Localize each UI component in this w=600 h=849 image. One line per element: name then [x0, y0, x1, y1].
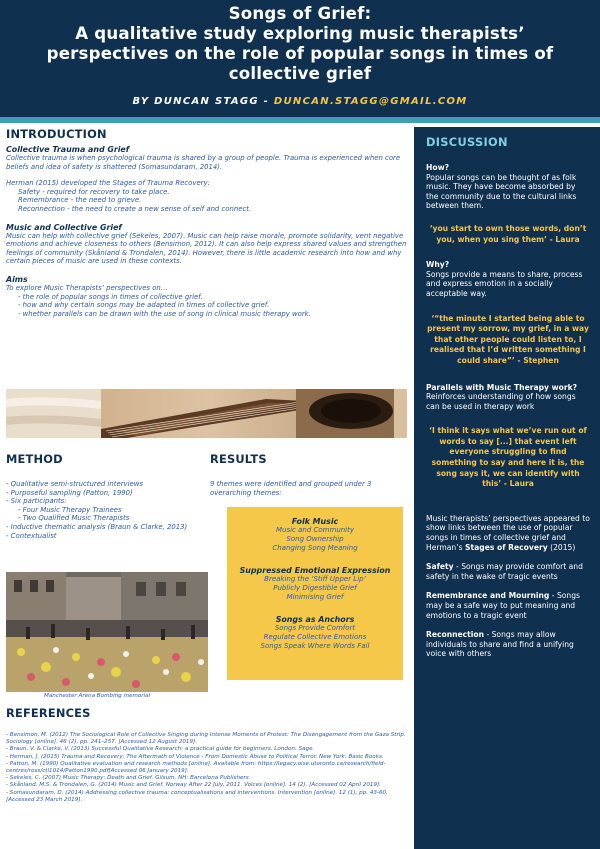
- guitar-photo: [6, 389, 407, 438]
- conclusion-body: Music therapists’ perspectives appeared to show links between the use of popular songs in times of collective grief and Herman’s: [426, 513, 590, 552]
- parallels-text: Reinforces understanding of how songs can be used in therapy work: [426, 392, 576, 411]
- aims-intro: To explore Music Therapists’ perspectives on…: [6, 283, 168, 292]
- title-line: perspectives on the role of popular songs in times of: [46, 44, 554, 63]
- method-heading: METHOD: [6, 452, 63, 466]
- results-section: [210, 452, 410, 497]
- safety-point: [426, 562, 590, 581]
- reconnection-text: - Songs may allow individuals to share and find a unifying voice with others: [426, 630, 574, 659]
- theme-item: Publicly Digestible Grief: [273, 584, 357, 592]
- method-subitem: - Four Music Therapy Trainees: [18, 505, 122, 514]
- music-text: Music can help with collective grief (Sekeles, 2007). Music can help raise morale, promote solidarity, vent negative emotions and achieve closeness to others (Bensimon, 2012). It can also help express shared values and strengthen feelings of community (Skånland & Trondalen, 2014). However, there is little academic research into how and why certain pieces of music are used in these contexts.: [6, 231, 407, 266]
- aims-heading: Aims: [6, 274, 28, 284]
- references-heading: REFERENCES: [6, 706, 91, 720]
- theme-item: Changing Song Meaning: [272, 544, 358, 552]
- aim-item: - how and why certain songs may be adapted in times of collective grief.: [18, 301, 270, 310]
- reference-item: - Patton, M. (1990) Qualitative evaluation and research methods [online]. Available from: https://legacy.oise.utoronto.ca/research/field- centres/ross/ctl1014/Patton1990.pdf[Accessed 06 January 2019].: [6, 760, 386, 775]
- why-heading: Why?: [426, 260, 450, 270]
- theme-group-title: Suppressed Emotional Expression: [239, 566, 391, 575]
- theme-group-title: Folk Music: [291, 517, 339, 526]
- aim-item: - the role of popular songs in times of collective grief.: [18, 292, 203, 301]
- conclusion-bold: Stages of Recovery: [465, 542, 548, 552]
- results-intro: 9 themes were identified and grouped under 3 overarching themes:: [210, 480, 372, 497]
- herman-stage: Remembrance - the need to grieve.: [18, 196, 142, 205]
- parallels-heading: Parallels with Music Therapy work?: [426, 382, 578, 392]
- remembrance-point: [426, 591, 590, 620]
- title-line: A qualitative study exploring music therapists’: [75, 24, 525, 43]
- reference-item: - Bensimon, M. (2012) The Sociological Role of Collective Singing during Intense Moments of Protest: The Disengagement from the Gaza Strip. Sociology [online]. 46 (2), pp. 241–257. [Accessed 12 August 2019].: [6, 732, 406, 746]
- theme-item: Songs Provide Comfort: [274, 624, 356, 632]
- how-heading: How?: [426, 163, 449, 172]
- theme-group-title: Songs as Anchors: [275, 615, 355, 624]
- poster-header: [0, 0, 600, 117]
- results-heading: RESULTS: [210, 452, 267, 466]
- quote-stephen: ‘“the minute I started being able to present my sorrow, my grief, in a way that other people could listen to, I realised that I’d written something I could share”’ - Stephen: [427, 313, 589, 365]
- safety-label: Safety: [426, 562, 454, 572]
- header-divider: [0, 117, 600, 123]
- poster-title: [0, 0, 600, 84]
- title-line: Songs of Grief:: [228, 4, 372, 23]
- theme-item: Songs Speak Where Words Fail: [260, 642, 370, 650]
- reference-item: - Herman, J. (2015) Trauma and Recovery: The Aftermath of Violence - From Domestic Abuse to Political Terror. New York: Basic Books.: [6, 753, 384, 760]
- reconnection-point: [426, 630, 590, 659]
- reference-item: - Skånland, M.S. & Trondalen, G. (2014) Music and Grief. Norway After 22 July, 2011. Voices [online]. 14 (2). [Accessed 02 April 2019].: [6, 782, 381, 789]
- method-item: - Contextualist: [6, 531, 57, 540]
- remembrance-text: - Songs may be a safe way to put meaning and emotions to a tragic event: [426, 591, 580, 620]
- trauma-text: Collective trauma is when psychological trauma is shared by a group of people. Trauma is experienced when core beliefs and idea of safety is shattered (Somasundaram, 2014).: [6, 154, 401, 171]
- conclusion-year: (2015): [547, 542, 576, 552]
- why-text: Songs provide a means to share, process and express emotion in a socially acceptable way.: [426, 269, 583, 298]
- memorial-photo-graphic: [6, 572, 208, 692]
- reference-item: - Somasundaram, D. (2014) Addressing collective trauma: conceptualisations and interventions. Intervention [online]. 12 (1), pp. 43-60. [Accessed 23 March 2019].: [6, 789, 388, 803]
- method-section: [6, 452, 206, 540]
- introduction-section: [6, 127, 408, 318]
- method-item: - Qualitative semi-structured interviews: [6, 480, 144, 488]
- guitar-photo-graphic: [6, 389, 407, 438]
- memorial-photo: [6, 572, 208, 692]
- discussion-panel: [414, 127, 600, 849]
- theme-item: Music and Community: [275, 526, 355, 534]
- method-item: - Six participants:: [6, 497, 67, 506]
- method-item: - Inductive thematic analysis (Braun & Clarke, 2013): [6, 522, 188, 531]
- reference-item: - Braun, V. & Clarke, V. (2013) Successful Qualitative Research: a practical guide for beginners. London: Sage.: [6, 746, 315, 753]
- theme-item: Breaking the ‘Stiff Upper Lip’: [264, 575, 366, 583]
- herman-stage: Safety - required for recovery to take place.: [18, 187, 170, 196]
- herman-stage: Reconnection - the need to create a new sense of self and connect.: [18, 204, 252, 213]
- quote-laura-2: ‘I think it says what we’ve run out of words to say [...] that event left everyone struggling to find something to say and here it is, the song says it, we can identify with this’ - Laura: [429, 426, 587, 489]
- theme-item: Regulate Collective Emotions: [263, 633, 367, 641]
- method-item: - Purposeful sampling (Patton, 1990): [6, 488, 133, 497]
- introduction-heading: INTRODUCTION: [6, 127, 107, 141]
- theme-item: Minimising Grief: [286, 593, 344, 601]
- references-section: [6, 706, 411, 804]
- author-email[interactable]: DUNCAN.STAGG@GMAIL.COM: [273, 96, 468, 107]
- reference-item: - Sekeles, C. (2007) Music Therapy: Death and Grief. Gilsum, NH: Barcelona Publishers.: [6, 775, 251, 782]
- aim-item: - whether parallels can be drawn with the use of song in clinical music therapy work.: [18, 309, 311, 318]
- remembrance-label: Remembrance and Mourning: [426, 591, 550, 601]
- title-line: collective grief: [228, 64, 372, 83]
- trauma-heading: Collective Trauma and Grief: [6, 145, 130, 154]
- herman-intro: Herman (2015) developed the Stages of Trauma Recovery:: [6, 179, 210, 188]
- safety-text: - Songs may provide comfort and safety in the wake of tragic events: [426, 562, 583, 581]
- results-themes-box: [227, 507, 403, 680]
- discussion-heading: DISCUSSION: [426, 135, 508, 149]
- conclusion-text: [426, 514, 590, 552]
- how-text: Popular songs can be thought of as folk music. They have become absorbed by the community due to the cultural links between them.: [426, 172, 577, 211]
- method-subitem: - Two Qualified Music Therapists: [18, 514, 130, 523]
- quote-laura-1: ‘you start to own those words, don’t you, when you sing them’ - Laura: [429, 223, 587, 244]
- memorial-caption: Manchester Arena Bombing memorial: [44, 693, 151, 699]
- reconnection-label: Reconnection: [426, 630, 485, 640]
- theme-item: Song Ownership: [286, 535, 344, 543]
- author-byline: [0, 96, 600, 107]
- author-name: BY DUNCAN STAGG -: [132, 96, 274, 107]
- music-heading: Music and Collective Grief: [6, 222, 122, 232]
